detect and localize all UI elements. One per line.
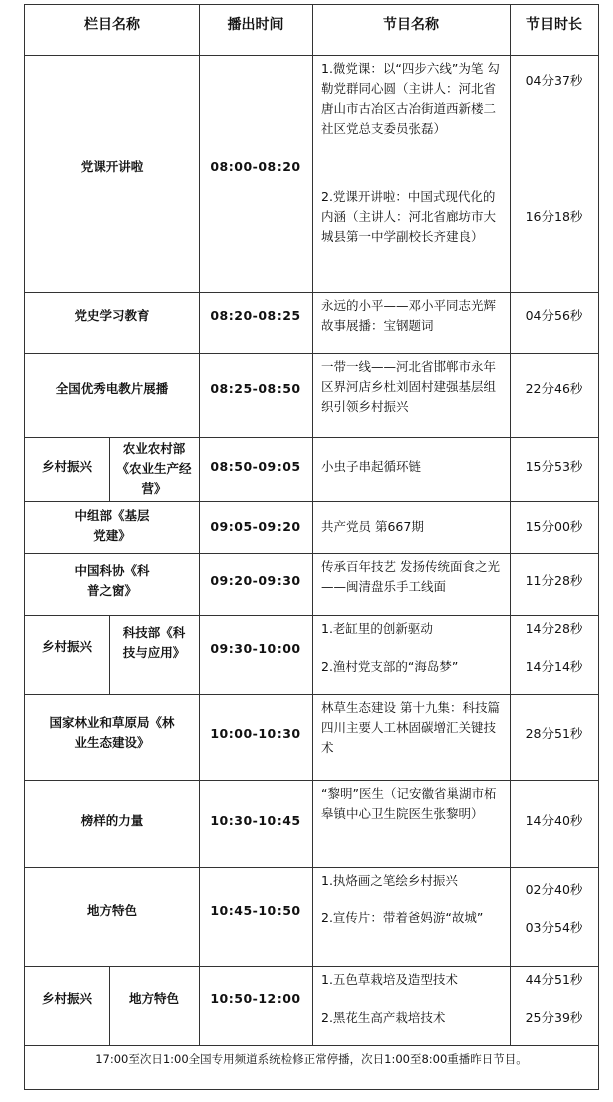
duration: 04分37秒 xyxy=(525,73,583,88)
air-time: 08:20-08:25 xyxy=(210,308,301,323)
duration: 14分14秒 xyxy=(525,659,583,674)
column-name: 党史学习教育 xyxy=(74,308,150,323)
duration: 25分39秒 xyxy=(525,1010,583,1025)
duration: 15分00秒 xyxy=(525,519,583,534)
duration: 11分28秒 xyxy=(525,573,583,588)
column-name: 党课开讲啦 xyxy=(80,159,144,174)
program-title: 林草生态建设 第十九集：科技篇 四川主要人工林固碳增汇关键技术 xyxy=(321,700,500,755)
program-title: 2.渔村党支部的“海岛梦” xyxy=(321,659,459,674)
column-name: 国家林业和草原局《林业生态建设》 xyxy=(49,715,175,750)
air-time: 10:30-10:45 xyxy=(210,813,301,828)
program-title: 2.党课开讲啦：中国式现代化的内涵（主讲人：河北省廊坊市大城县第一中学副校长齐建良） xyxy=(321,189,497,244)
duration: 14分40秒 xyxy=(525,813,583,828)
footer-note: 17:00至次日1:00全国专用频道系统检修正常停播，次日1:00至8:00重播昨日节目。 xyxy=(95,1052,528,1066)
program-title: 小虫子串起循环链 xyxy=(321,459,422,474)
program-title: 永远的小平——邓小平同志光辉故事展播：宝钢题词 xyxy=(321,298,497,333)
sub-column-name: 农业农村部《农业生产经营》 xyxy=(116,441,192,496)
column-name: 乡村振兴 xyxy=(41,991,92,1006)
program-title: 传承百年技艺 发扬传统面食之光——闽清盘乐手工线面 xyxy=(321,559,500,594)
schedule-table xyxy=(24,4,599,1090)
duration: 02分40秒 xyxy=(525,882,583,897)
duration: 44分51秒 xyxy=(525,972,583,987)
header-program-column: 栏目名称 xyxy=(84,17,140,33)
column-name: 地方特色 xyxy=(86,903,137,918)
duration: 14分28秒 xyxy=(525,621,583,636)
column-name: 榜样的力量 xyxy=(80,813,144,828)
column-name: 乡村振兴 xyxy=(41,459,92,474)
program-title: 1.执烙画之笔绘乡村振兴 xyxy=(321,873,458,888)
air-time: 10:50-12:00 xyxy=(210,991,301,1006)
duration: 16分18秒 xyxy=(525,209,583,224)
air-time: 08:50-09:05 xyxy=(210,459,301,474)
air-time: 10:45-10:50 xyxy=(210,903,301,918)
program-title: “黎明”医生（记安徽省巢湖市柘皋镇中心卫生院医生张黎明） xyxy=(321,786,497,821)
air-time: 09:20-09:30 xyxy=(210,573,301,588)
header-program-name: 节目名称 xyxy=(383,17,439,33)
duration: 28分51秒 xyxy=(525,726,583,741)
column-name: 中组部《基层党建》 xyxy=(74,508,150,543)
program-title: 一带一线——河北省邯郸市永年区界河店乡杜刘固村建强基层组织引领乡村振兴 xyxy=(321,359,497,414)
program-title: 2.黑花生高产栽培技术 xyxy=(321,1010,446,1025)
sub-column-name: 科技部《科技与应用》 xyxy=(122,625,186,660)
sub-column-name: 地方特色 xyxy=(128,991,179,1006)
header-duration: 节目时长 xyxy=(526,17,582,33)
air-time: 10:00-10:30 xyxy=(210,726,301,741)
program-title: 2.宣传片：带着爸妈游“故城” xyxy=(321,910,484,925)
air-time: 08:00-08:20 xyxy=(210,159,301,174)
program-title: 1.五色草栽培及造型技术 xyxy=(321,972,458,987)
duration: 03分54秒 xyxy=(525,920,583,935)
air-time: 09:05-09:20 xyxy=(210,519,301,534)
column-name: 中国科协《科普之窗》 xyxy=(74,563,150,598)
program-title: 1.微党课：以“四步六线”为笔 勾勒党群同心圆（主讲人：河北省唐山市古冶区古冶街道西新楼二社区党总支委员张磊） xyxy=(321,61,500,136)
column-name: 乡村振兴 xyxy=(41,639,92,654)
program-title: 1.老缸里的创新驱动 xyxy=(321,621,433,636)
air-time: 08:25-08:50 xyxy=(210,381,301,396)
air-time: 09:30-10:00 xyxy=(210,641,301,656)
duration: 04分56秒 xyxy=(525,308,583,323)
duration: 15分53秒 xyxy=(525,459,583,474)
program-title: 共产党员 第667期 xyxy=(321,519,424,534)
column-name: 全国优秀电教片展播 xyxy=(55,381,169,396)
duration: 22分46秒 xyxy=(525,381,583,396)
header-time: 播出时间 xyxy=(227,17,284,33)
